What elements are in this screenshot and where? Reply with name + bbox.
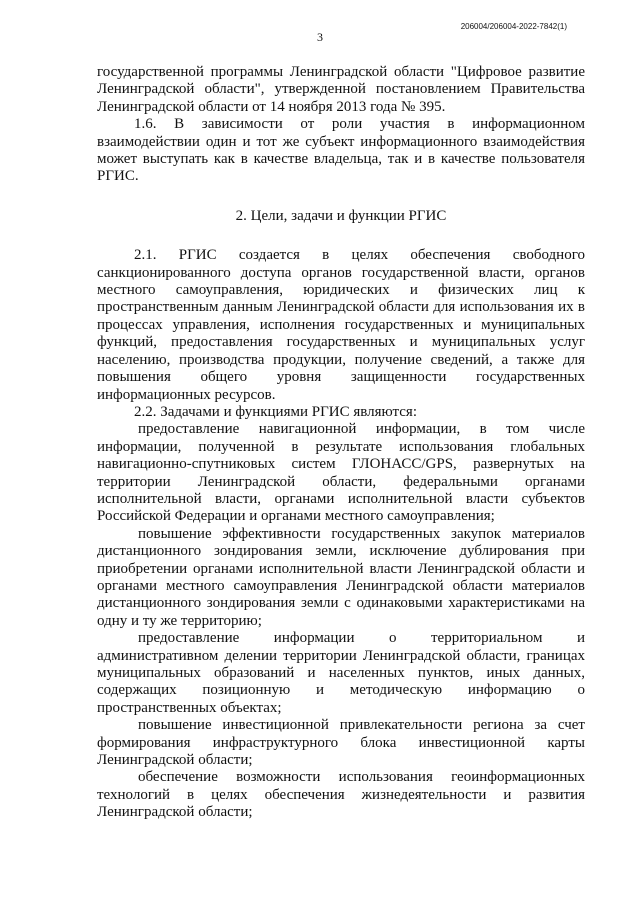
list-item-territorial-info: предоставление информации о территориальном и административном делении территории Ленинградской области, границах муниципальных образований и населенных пунктов, иных данных, содержащих позиционную и методическую информацию о пространственных объектах; [97, 630, 585, 716]
list-item-navigation: предоставление навигационной информации, в том числе информации, полученной в результате использования глобальных навигационно-спутниковых систем ГЛОНАСС/GPS, развернутых на территории Ленинградской области, федеральными органами исполнительной власти, органами исполнительной власти субъектов Российской Федерации и органами местного самоуправления; [97, 421, 585, 525]
list-item-geoinformation: обеспечение возможности использования геоинформационных технологий в целях обеспечения жизнедеятельности и развития Ленинградской области; [97, 769, 585, 821]
document-body [97, 64, 585, 822]
section-heading: 2. Цели, задачи и функции РГИС [235, 207, 447, 224]
list-item-procurement: повышение эффективности государственных закупок материалов дистанционного зондирования земли, исключение дублирования при приобретении органами исполнительной власти Ленинградской области и органами местного самоуправления Ленинградской области материалов дистанционного зондирования земли с одинаковыми характеристиками на одну и ту же территорию; [97, 525, 585, 629]
paragraph-1-6: 1.6. В зависимости от роли участия в информационном взаимодействии один и тот же субъект информационного взаимодействия может выступать как в качестве владельца, так и в качестве пользователя РГИС. [97, 116, 585, 185]
paragraph-2-1: 2.1. РГИС создается в целях обеспечения свободного санкционированного доступа органов государственной власти, органов местного самоуправления, юридических и физических лиц к пространственным данным Ленинградской области для использования их в процессах управления, исполнения государственных и муниципальных функций, предоставления государственных и муниципальных услуг населению, производства продукции, получение сведений, а также для повышения общего уровня защищенности государственных информационных ресурсов. [97, 247, 585, 403]
list-item-investment: повышение инвестиционной привлекательности региона за счет формирования инфраструктурного блока инвестиционной карты Ленинградской области; [97, 717, 585, 769]
document-id: 206004/206004-2022-7842(1) [460, 22, 567, 31]
paragraph-program-reference: государственной программы Ленинградской области "Цифровое развитие Ленинградской области", утвержденной постановлением Правительства Ленинградской области от 14 ноября 2013 года № 395. [97, 64, 585, 115]
page-number: 3 [317, 30, 323, 44]
paragraph-2-2: 2.2. Задачами и функциями РГИС являются: [134, 403, 417, 420]
